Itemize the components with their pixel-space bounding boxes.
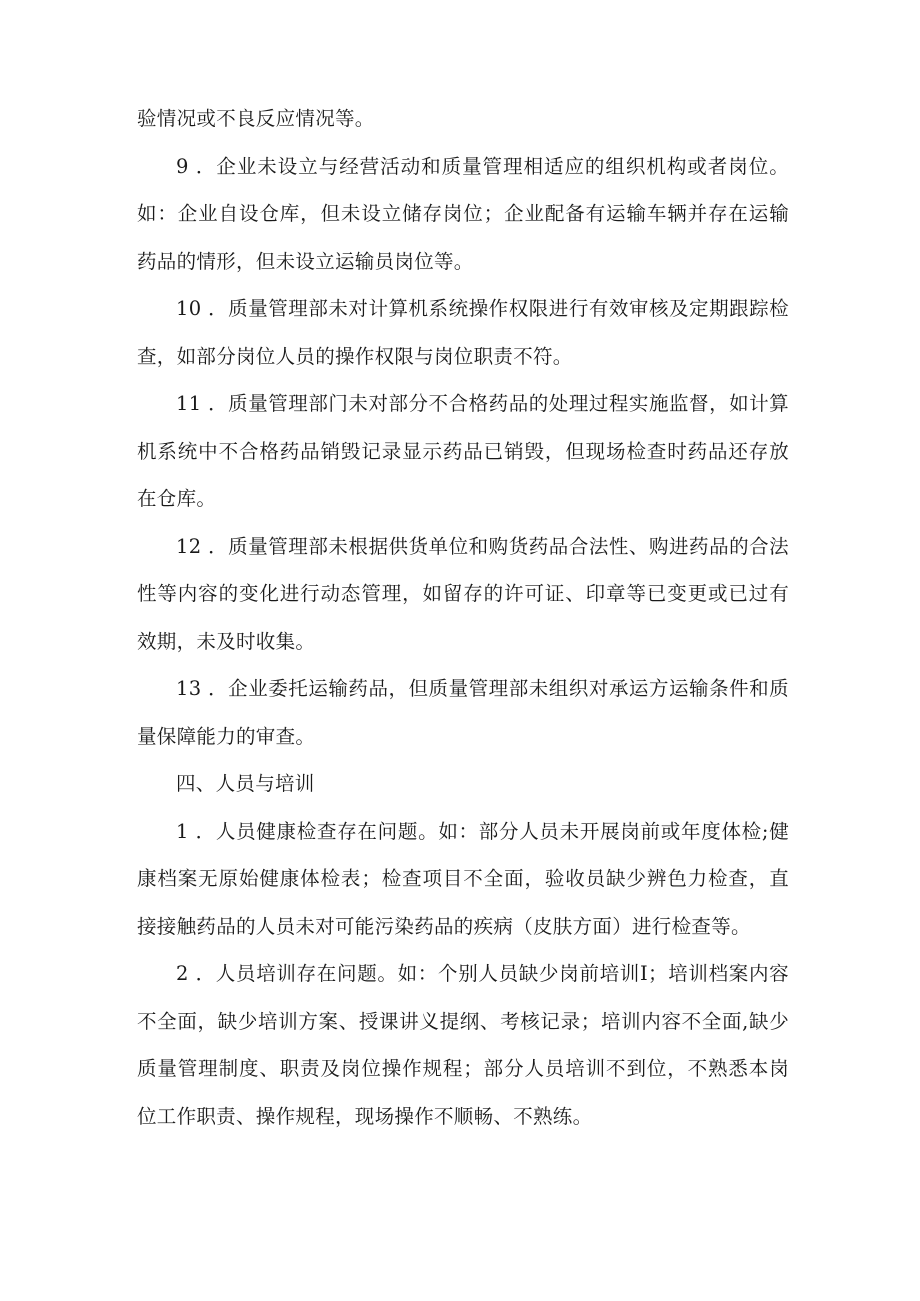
document-body [137, 95, 789, 1140]
paragraph-item-10: 10 ．质量管理部未对计算机系统操作权限进行有效审核及定期跟踪检查，如部分岗位人员的操作权限与岗位职责不符。 [137, 297, 789, 368]
paragraph-continuation: 验情况或不良反应情况等。 [137, 107, 375, 130]
paragraph-item-12: 12 ．质量管理部未根据供货单位和购货药品合法性、购进药品的合法性等内容的变化进行动态管理，如留存的许可证、印章等已变更或已过有效期，未及时收集。 [137, 534, 789, 653]
paragraph-item-13: 13 ．企业委托运输药品，但质量管理部未组织对承运方运输条件和质量保障能力的审查。 [137, 677, 789, 748]
paragraph-item-11: 11 ．质量管理部门未对部分不合格药品的处理过程实施监督，如计算机系统中不合格药品销毁记录显示药品已销毁，但现场检查时药品还存放在仓库。 [137, 392, 789, 510]
paragraph-item-2: 2 ．人员培训存在问题。如：个别人员缺少岗前培训I；培训档案内容不全面，缺少培训方案、授课讲义提纲、考核记录；培训内容不全面,缺少质量管理制度、职责及岗位操作规程；部分人员培训不到位，不熟悉本岗位工作职责、操作规程，现场操作不顺畅、不熟练。 [137, 962, 789, 1128]
paragraph-item-9: 9 ．企业未设立与经营活动和质量管理相适应的组织机构或者岗位。如：企业自设仓库，但未设立储存岗位；企业配备有运输车辆并存在运输药品的情形，但未设立运输员岗位等。 [137, 154, 789, 273]
section-heading: 四、人员与培训 [176, 772, 315, 795]
paragraph-item-1: 1 ．人员健康检查存在问题。如：部分人员未开展岗前或年度体检;健康档案无原始健康体检表；检查项目不全面，验收员缺少辨色力检查，直接接触药品的人员未对可能污染药品的疾病（皮肤方面）进行检查等。 [137, 819, 789, 938]
